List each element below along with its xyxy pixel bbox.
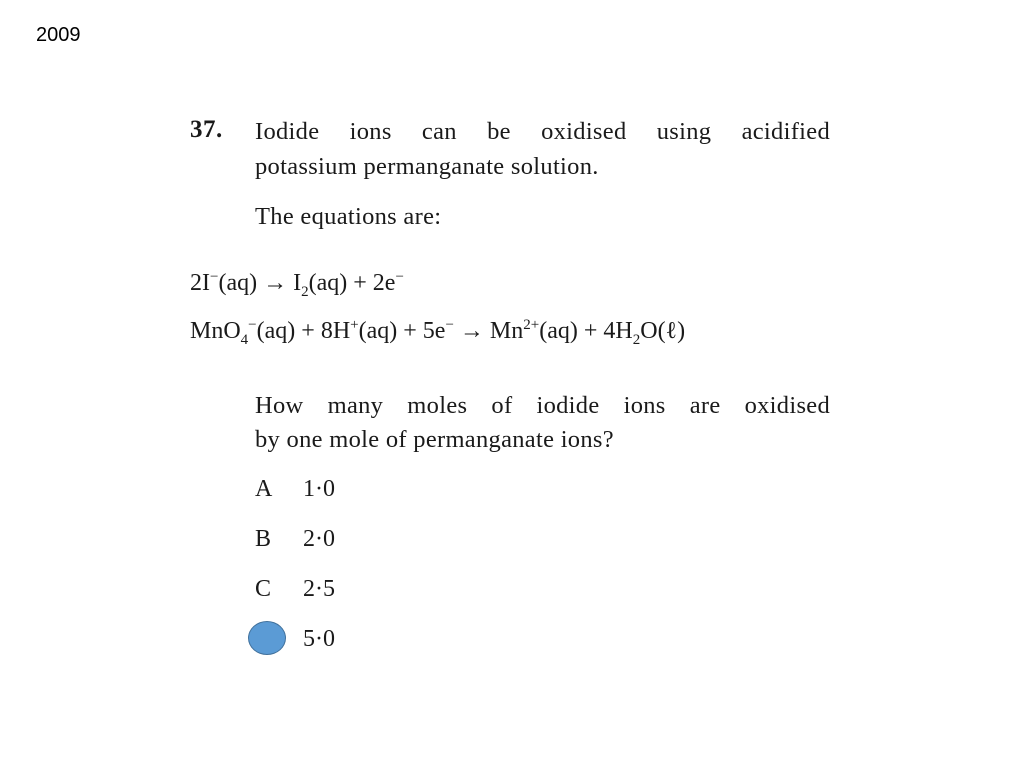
eq2-manganese-charge: 2+	[523, 317, 540, 333]
eq1-iodine-subscript: 2	[301, 284, 309, 300]
eq2-permanganate-subscript: 4	[240, 332, 249, 348]
equations-intro: The equations are:	[255, 203, 442, 230]
eq2-hydrogen: (aq) + 8H	[256, 318, 351, 344]
option-value: 5·0	[303, 626, 335, 652]
option-a[interactable]	[255, 476, 335, 503]
eq2-water-subscript: 2	[632, 332, 641, 348]
option-letter: A	[255, 476, 273, 502]
eq2-permanganate-charge: −	[248, 317, 257, 333]
option-value: 2·0	[303, 526, 335, 552]
option-letter: C	[255, 576, 272, 602]
eq2-electrons: (aq) + 5e	[358, 318, 446, 344]
eq2-manganese: → Mn	[453, 318, 524, 344]
question-prompt-line-1: How many moles of iodide ions are oxidised	[255, 392, 830, 419]
equation-permanganate-reduction	[190, 317, 686, 348]
option-value: 2·5	[303, 576, 335, 602]
option-value: 1·0	[303, 476, 335, 502]
eq2-water-h: (aq) + 4H	[539, 318, 633, 344]
year-label: 2009	[36, 24, 81, 46]
eq2-hydrogen-charge: +	[350, 317, 359, 333]
eq1-arrow-iodine: (aq) → I	[218, 270, 302, 296]
eq2-electron-charge: −	[445, 317, 454, 333]
question-stem-line-2: potassium permanganate solution.	[255, 153, 599, 180]
question-prompt-line-2: by one mole of permanganate ions?	[255, 426, 614, 453]
eq1-electron-charge: −	[395, 269, 404, 285]
eq1-electrons: (aq) + 2e	[308, 270, 396, 296]
eq2-water-o: O(ℓ)	[640, 318, 686, 344]
eq2-permanganate: MnO	[190, 318, 241, 344]
equation-iodide-oxidation	[190, 269, 404, 300]
answer-highlight-marker	[248, 621, 286, 655]
option-c[interactable]	[255, 576, 335, 603]
option-b[interactable]	[255, 526, 335, 553]
eq1-iodide: 2I	[190, 270, 210, 296]
eq1-iodide-charge: −	[210, 269, 219, 285]
question-number: 37.	[190, 116, 223, 143]
question-stem-line-1: Iodide ions can be oxidised using acidified	[255, 118, 830, 145]
option-letter: B	[255, 526, 272, 552]
